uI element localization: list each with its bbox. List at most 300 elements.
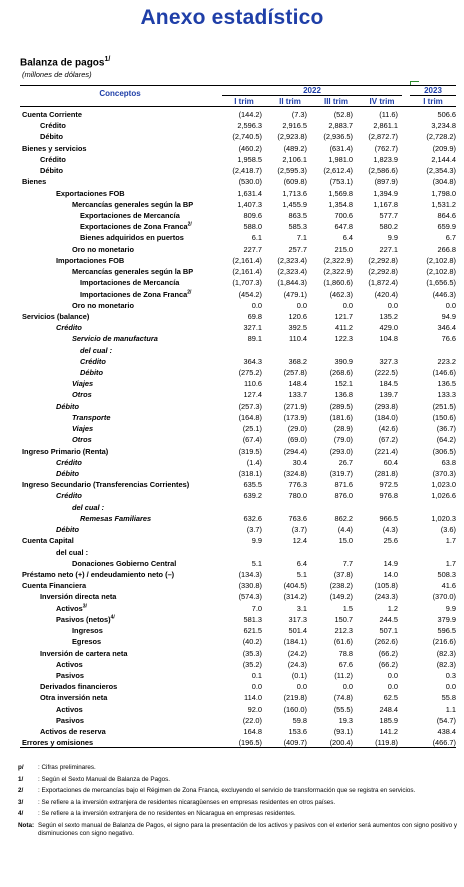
- row-label: [40, 165, 63, 176]
- table-row: [0, 401, 464, 412]
- row-value: 0.3: [445, 670, 456, 680]
- row-label: [56, 614, 115, 625]
- row-value: 94.9: [441, 311, 456, 321]
- table-row: [0, 580, 464, 591]
- row-label-footnote: 3/: [82, 603, 87, 610]
- row-value: (29.0): [287, 424, 307, 434]
- table-row: [0, 311, 464, 322]
- row-value: 30.4: [292, 457, 307, 467]
- row-value: (184.1): [283, 637, 307, 647]
- row-value: (2,872.7): [368, 132, 398, 142]
- row-label: [56, 468, 79, 479]
- row-value: 2,106.1: [282, 154, 307, 164]
- row-value: 227.1: [379, 244, 398, 254]
- row-value: (289.5): [329, 401, 353, 411]
- row-value: 1,569.8: [328, 188, 353, 198]
- row-value: 7.7: [342, 558, 353, 568]
- row-value: (69.0): [287, 435, 307, 445]
- row-value: (3.6): [440, 525, 456, 535]
- row-value: 9.9: [251, 536, 262, 546]
- row-label: [56, 715, 84, 726]
- row-value: (37.8): [333, 569, 353, 579]
- row-label: [72, 423, 93, 434]
- row-value: (2,595.3): [277, 166, 307, 176]
- table-row: [0, 165, 464, 176]
- row-label: [56, 188, 125, 199]
- row-label: [72, 625, 103, 636]
- row-label-text: Donaciones Gobierno Central: [72, 558, 177, 568]
- row-value: (7.3): [291, 110, 307, 119]
- row-label-text: Crédito: [40, 121, 66, 131]
- row-label-text: Débito: [56, 401, 79, 411]
- row-label-text: Servicio de manufactura: [72, 334, 158, 344]
- row-label: [56, 524, 79, 535]
- row-value: 5.1: [296, 569, 307, 579]
- row-value: 862.2: [334, 513, 353, 523]
- row-label-text: Servicios (balance): [22, 311, 90, 321]
- row-value: 3,234.8: [431, 121, 456, 131]
- row-value: 2,883.7: [328, 121, 353, 131]
- row-label-text: Ingreso Secundario (Transferencias Corrientes): [22, 480, 190, 490]
- footnote-item: [18, 799, 458, 807]
- row-value: 864.6: [437, 210, 456, 220]
- table-row: [0, 154, 464, 165]
- row-value: (40.2): [242, 637, 262, 647]
- row-value: 153.6: [288, 727, 307, 737]
- row-value: 41.6: [441, 581, 456, 591]
- row-value: 596.5: [437, 626, 456, 636]
- row-value: (66.2): [378, 648, 398, 658]
- row-value: 14.9: [383, 558, 398, 568]
- row-value: 257.7: [288, 244, 307, 254]
- row-label: [72, 266, 193, 277]
- row-label-text: Cuenta Financiera: [22, 581, 87, 591]
- table-row: [0, 591, 464, 602]
- row-label-text: Débito: [80, 368, 103, 378]
- row-label-text: Viajes: [72, 424, 94, 434]
- row-value: (64.2): [436, 435, 456, 445]
- row-value: 227.7: [243, 244, 262, 254]
- row-label: [80, 221, 192, 232]
- row-value: (196.5): [238, 738, 262, 748]
- row-value: (36.7): [436, 424, 456, 434]
- header-quarter-1: I trim: [234, 97, 254, 106]
- row-value: (200.4): [329, 738, 353, 748]
- row-value: (105.8): [374, 581, 398, 591]
- row-value: 26.7: [338, 457, 353, 467]
- row-value: (55.5): [333, 704, 353, 714]
- row-label: [80, 513, 151, 524]
- table-row: [0, 524, 464, 535]
- row-label: [56, 659, 83, 670]
- row-value: (281.8): [374, 469, 398, 478]
- row-value: 215.0: [334, 244, 353, 254]
- row-label: [72, 558, 176, 569]
- footnote-item: [18, 810, 458, 818]
- row-value: (2,102.8): [426, 255, 456, 265]
- row-value: (150.6): [432, 412, 456, 422]
- row-value: 0.0: [296, 300, 307, 310]
- row-label-text: Bienes y servicios: [22, 143, 87, 153]
- table-row: [0, 513, 464, 524]
- row-value: (257.3): [238, 401, 262, 411]
- row-value: 501.4: [288, 626, 307, 636]
- row-value: 0.0: [387, 682, 398, 692]
- row-value: (489.2): [283, 143, 307, 153]
- row-value: 152.1: [334, 379, 353, 389]
- row-label: [80, 345, 112, 356]
- row-value: 972.5: [379, 480, 398, 490]
- row-label-text: Activos: [56, 659, 83, 669]
- table-row: [0, 345, 464, 356]
- row-label-text: Exportaciones de Zona Franca: [80, 222, 188, 232]
- row-value: 1,167.8: [373, 199, 398, 209]
- row-value: 1,394.9: [373, 188, 398, 198]
- row-value: (61.6): [333, 637, 353, 647]
- row-value: (82.3): [436, 659, 456, 669]
- table-row: [0, 446, 464, 457]
- row-value: 60.4: [383, 457, 398, 467]
- row-value: 148.4: [288, 379, 307, 389]
- row-value: (160.0): [283, 704, 307, 714]
- table-row: [0, 715, 464, 726]
- table-row: [0, 120, 464, 131]
- row-label: [80, 277, 179, 288]
- row-value: 390.9: [334, 356, 353, 366]
- table-row: [0, 322, 464, 333]
- row-value: (24.2): [287, 648, 307, 658]
- row-label-footnote: 4/: [110, 614, 115, 621]
- row-label-text: Débito: [40, 166, 63, 176]
- row-label-text: Bienes adquiridos en puertos: [80, 233, 184, 243]
- row-label: [80, 356, 106, 367]
- row-label: [72, 389, 92, 400]
- table-row: [0, 176, 464, 187]
- row-value: 6.4: [296, 558, 307, 568]
- row-value: (149.2): [329, 592, 353, 602]
- row-label: [22, 535, 74, 546]
- row-value: (74.8): [333, 693, 353, 703]
- row-value: 966.5: [379, 513, 398, 523]
- table-row: [0, 244, 464, 255]
- row-value: (82.3): [436, 648, 456, 658]
- row-value: 1.2: [387, 603, 398, 613]
- row-value: 876.0: [334, 491, 353, 501]
- row-value: 1,798.0: [431, 188, 456, 198]
- row-value: 639.2: [243, 491, 262, 501]
- row-label: [22, 176, 46, 187]
- row-value: (293.8): [374, 401, 398, 411]
- row-label: [22, 143, 87, 154]
- row-value: (2,740.5): [232, 132, 262, 142]
- footnote-text: : Cifras preliminares.: [38, 764, 96, 771]
- table-row: [0, 412, 464, 423]
- row-value: 632.6: [243, 513, 262, 523]
- row-value: 647.8: [334, 222, 353, 232]
- table-title: [20, 56, 110, 68]
- row-value: 104.8: [379, 334, 398, 344]
- row-label-text: Activos de reserva: [40, 727, 106, 737]
- row-label-text: Egresos: [72, 637, 102, 647]
- row-label-text: Débito: [56, 469, 79, 478]
- row-label: [56, 490, 82, 501]
- row-label-text: Otra inversión neta: [40, 693, 108, 703]
- row-value: (184.0): [374, 412, 398, 422]
- row-label-text: Crédito: [56, 323, 82, 333]
- header-2023-rule: [410, 95, 456, 96]
- row-label-text: Otros: [72, 435, 92, 445]
- row-value: (4.4): [337, 525, 353, 535]
- table-row: [0, 558, 464, 569]
- row-value: 12.4: [292, 536, 307, 546]
- row-value: 223.2: [437, 356, 456, 366]
- table-row: [0, 670, 464, 681]
- row-value: (2,418.7): [232, 166, 262, 176]
- row-value: 59.8: [292, 715, 307, 725]
- row-value: 78.8: [338, 648, 353, 658]
- row-value: (631.4): [329, 143, 353, 153]
- row-value: 5.1: [251, 558, 262, 568]
- row-label-text: Activos: [56, 704, 83, 714]
- table-row: [0, 210, 464, 221]
- row-value: (318.1): [238, 469, 262, 478]
- row-label-text: Cuenta Corriente: [22, 110, 82, 119]
- table-row: [0, 569, 464, 580]
- row-value: 1.5: [342, 603, 353, 613]
- row-label-text: Errores y omisiones: [22, 738, 94, 748]
- row-value: (0.1): [291, 670, 307, 680]
- row-value: (2,161.4): [232, 255, 262, 265]
- row-value: (2,161.4): [232, 267, 262, 277]
- row-label-text: Mercancías generales según la BP: [72, 199, 194, 209]
- row-value: (134.3): [238, 569, 262, 579]
- row-label-text: Viajes: [72, 379, 94, 389]
- row-value: (268.6): [329, 368, 353, 378]
- row-value: 6.1: [251, 233, 262, 243]
- table-title-sup: 1/: [104, 56, 111, 63]
- footnote-key: 2/: [18, 787, 24, 795]
- row-value: (460.2): [238, 143, 262, 153]
- row-label-text: Remesas Familiares: [80, 513, 152, 523]
- table-row: [0, 389, 464, 400]
- row-value: (24.3): [287, 659, 307, 669]
- row-value: 0.0: [342, 300, 353, 310]
- row-value: 9.9: [445, 603, 456, 613]
- row-value: (753.1): [329, 177, 353, 187]
- row-value: 1.1: [445, 704, 456, 714]
- table-row: [0, 659, 464, 670]
- row-label-text: Crédito: [56, 457, 82, 467]
- row-label-text: Derivados financieros: [40, 682, 118, 692]
- table-row: [0, 277, 464, 288]
- row-label-text: Importaciones FOB: [56, 255, 125, 265]
- table-row: [0, 434, 464, 445]
- table-row: [0, 289, 464, 300]
- row-value: 580.2: [379, 222, 398, 232]
- table-row: [0, 423, 464, 434]
- row-value: (330.8): [238, 581, 262, 591]
- row-label: [22, 580, 86, 591]
- row-value: 1,020.3: [431, 513, 456, 523]
- row-value: 212.3: [334, 626, 353, 636]
- row-label-text: Préstamo neto (+) / endeudamiento neto (–): [22, 569, 175, 579]
- row-value: 19.3: [338, 715, 353, 725]
- row-value: 780.0: [288, 491, 307, 501]
- row-label: [56, 457, 82, 468]
- row-value: (42.6): [378, 424, 398, 434]
- row-label: [40, 120, 66, 131]
- row-value: (181.6): [329, 412, 353, 422]
- row-label: [56, 322, 82, 333]
- row-value: 0.0: [387, 670, 398, 680]
- row-value: 392.5: [288, 323, 307, 333]
- row-label: [56, 401, 79, 412]
- row-value: (271.9): [283, 401, 307, 411]
- table-row: [0, 143, 464, 154]
- row-value: 588.0: [243, 222, 262, 232]
- row-value: (4.3): [382, 525, 398, 535]
- row-value: 585.3: [288, 222, 307, 232]
- table-row: [0, 614, 464, 625]
- row-value: 863.5: [288, 210, 307, 220]
- row-value: (324.8): [283, 469, 307, 478]
- row-value: 577.7: [379, 210, 398, 220]
- row-label-text: Crédito: [40, 154, 66, 164]
- row-value: 150.7: [334, 614, 353, 624]
- row-value: 3.1: [296, 603, 307, 613]
- row-label-text: Transporte: [72, 412, 111, 422]
- row-value: (304.8): [432, 177, 456, 187]
- footnote-item: [18, 822, 458, 837]
- row-value: (2,354.3): [426, 166, 456, 176]
- table-row: [0, 457, 464, 468]
- table-row: [0, 300, 464, 311]
- row-value: (2,923.8): [277, 132, 307, 142]
- row-value: (257.8): [283, 368, 307, 378]
- row-value: (66.2): [378, 659, 398, 669]
- row-value: 1,023.0: [431, 480, 456, 490]
- row-value: (319.7): [329, 469, 353, 478]
- row-value: (67.4): [242, 435, 262, 445]
- table-row: [0, 255, 464, 266]
- row-value: (93.1): [333, 727, 353, 737]
- row-label: [40, 591, 116, 602]
- table-row: [0, 726, 464, 737]
- footnote-key: 1/: [18, 775, 24, 783]
- footnote-key: 3/: [18, 798, 24, 806]
- row-label-footnote: 2/: [187, 289, 192, 296]
- row-value: 364.3: [243, 356, 262, 366]
- row-value: (574.3): [238, 592, 262, 602]
- row-value: (25.1): [242, 424, 262, 434]
- row-value: (67.2): [378, 435, 398, 445]
- footnote-key: Nota:: [18, 821, 35, 829]
- row-value: 244.5: [379, 614, 398, 624]
- units-label: (millones de dólares): [22, 70, 92, 79]
- row-value: (314.2): [283, 592, 307, 602]
- row-value: 6.4: [342, 233, 353, 243]
- row-value: (11.6): [379, 110, 398, 119]
- row-label-text: Pasivos: [56, 670, 84, 680]
- row-value: 776.3: [288, 480, 307, 490]
- row-value: 0.0: [296, 682, 307, 692]
- row-value: 429.0: [379, 323, 398, 333]
- table-row: [0, 603, 464, 614]
- row-value: (454.2): [238, 289, 262, 299]
- row-label-text: del cual :: [56, 547, 89, 557]
- table-row: [0, 547, 464, 558]
- table-title-text: Balanza de pagos: [20, 57, 105, 69]
- row-value: 9.9: [387, 233, 398, 243]
- row-value: (530.0): [238, 177, 262, 187]
- header-quarter-3: III trim: [323, 97, 348, 106]
- row-label: [72, 300, 134, 311]
- row-value: 507.1: [379, 626, 398, 636]
- row-value: 76.6: [441, 334, 456, 344]
- row-label: [22, 311, 89, 322]
- row-value: 317.3: [288, 614, 307, 624]
- footnote-key: 4/: [18, 810, 24, 818]
- table-row: [0, 681, 464, 692]
- row-value: 1,531.2: [431, 199, 456, 209]
- row-value: 6.7: [445, 233, 456, 243]
- row-value: 121.7: [334, 311, 353, 321]
- row-value: (306.5): [432, 446, 456, 456]
- row-value: 700.6: [334, 210, 353, 220]
- row-value: 763.6: [288, 513, 307, 523]
- table-row: [0, 704, 464, 715]
- row-label-text: Bienes: [22, 177, 47, 187]
- row-value: 621.5: [243, 626, 262, 636]
- row-label: [40, 131, 63, 142]
- row-value: (2,292.8): [368, 267, 398, 277]
- row-value: 266.8: [437, 244, 456, 254]
- row-value: (762.7): [374, 143, 398, 153]
- row-label-text: Cuenta Capital: [22, 536, 74, 546]
- row-label-text: Importaciones de Mercancía: [80, 278, 180, 288]
- row-value: 136.8: [334, 390, 353, 400]
- row-value: 136.5: [437, 379, 456, 389]
- row-value: 1,354.8: [328, 199, 353, 209]
- row-value: (164.8): [238, 412, 262, 422]
- table-row: [0, 490, 464, 501]
- row-value: (420.4): [374, 289, 398, 299]
- row-value: 508.3: [437, 569, 456, 579]
- row-value: (35.3): [242, 648, 262, 658]
- row-value: 1.7: [445, 558, 456, 568]
- row-value: (35.2): [242, 659, 262, 669]
- row-value: (897.9): [374, 177, 398, 187]
- row-label: [22, 569, 174, 580]
- row-value: (173.9): [283, 412, 307, 422]
- row-value: 14.0: [383, 569, 398, 579]
- row-label-text: Exportaciones FOB: [56, 188, 125, 198]
- row-label: [72, 333, 158, 344]
- row-value: (1,844.3): [277, 278, 307, 288]
- table-row: [0, 502, 464, 513]
- row-value: (54.7): [436, 715, 456, 725]
- row-value: 1,407.3: [237, 199, 262, 209]
- row-value: 581.3: [243, 614, 262, 624]
- row-value: 7.1: [296, 233, 307, 243]
- row-value: 379.9: [437, 614, 456, 624]
- table-row: [0, 479, 464, 490]
- footnote-item: [18, 787, 458, 795]
- row-label-text: Oro no monetario: [72, 244, 135, 254]
- row-value: (52.8): [333, 110, 353, 119]
- row-value: 368.2: [288, 356, 307, 366]
- row-value: 809.6: [243, 210, 262, 220]
